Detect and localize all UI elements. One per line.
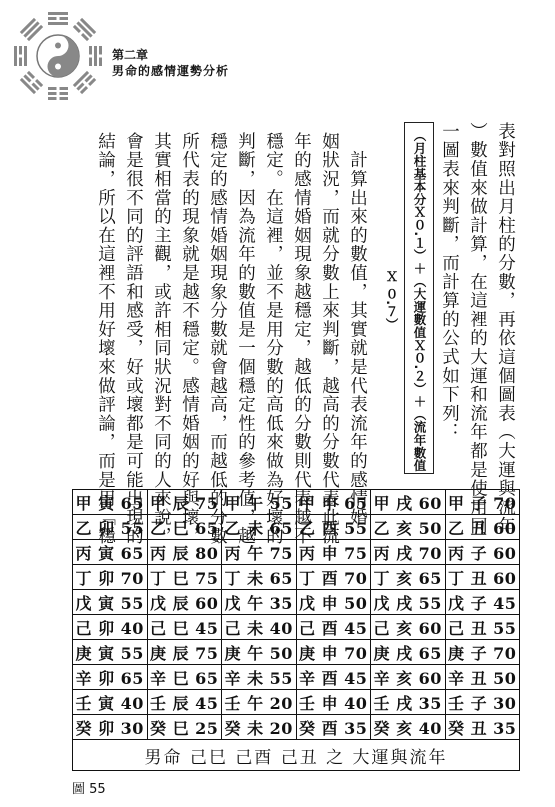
table-cell: 丙 申 75	[296, 540, 371, 565]
text-column: 判斷，因為流年的數值是一個穩定性的參考值，越	[235, 132, 256, 546]
table-cell: 己 巳 45	[147, 615, 222, 640]
text-column: 姻狀況，而就分數上來判斷，越高的分數代表此流	[319, 132, 340, 546]
table-cell: 辛 巳 65	[147, 665, 222, 690]
table-cell: 庚 午 50	[222, 640, 297, 665]
table-cell: 戊 寅 55	[73, 590, 148, 615]
table-cell: 乙 酉 55	[296, 515, 371, 540]
table-cell: 己 丑 55	[445, 615, 520, 640]
table-cell: 丁 丑 60	[445, 565, 520, 590]
table-cell: 己 亥 60	[371, 615, 446, 640]
table-cell: 癸 巳 25	[147, 715, 222, 740]
table-cell: 辛 未 55	[222, 665, 297, 690]
table-cell: 癸 亥 40	[371, 715, 446, 740]
table-cell: 戊 戌 55	[371, 590, 446, 615]
figure-label: 圖 55	[72, 782, 106, 797]
formula-text: （月柱基本分Ｘ０.１）＋（大運數值Ｘ０.２）＋（流年數值 Ｘ ０.７）	[384, 128, 427, 472]
text-column: 會是很不同的評語和感受，好或壞都是可能出現的	[123, 132, 144, 546]
table-cell: 壬 申 40	[296, 690, 371, 715]
table-cell: 乙 未 65	[222, 515, 297, 540]
table-cell: 庚 申 70	[296, 640, 371, 665]
chapter-number: 第二章	[112, 48, 149, 62]
table-cell: 乙 亥 50	[371, 515, 446, 540]
table-cell: 乙 卯 55	[73, 515, 148, 540]
table-cell: 庚 辰 75	[147, 640, 222, 665]
table-caption: 男命 己巳 己酉 己丑 之 大運與流年	[73, 740, 520, 771]
table-cell: 癸 未 20	[222, 715, 297, 740]
table-cell: 壬 寅 40	[73, 690, 148, 715]
table-cell: 戊 辰 60	[147, 590, 222, 615]
table-cell: 丁 巳 75	[147, 565, 222, 590]
luck-table-container	[72, 489, 520, 771]
table-cell: 辛 卯 65	[73, 665, 148, 690]
text-column: 年的感情婚姻現象越穩定，越低的分數則代表越不	[291, 132, 312, 546]
table-row	[73, 690, 520, 715]
table-cell: 壬 子 30	[445, 690, 520, 715]
text-column: ）數值來做計算，在這裡的大運和流年都是使用同	[467, 122, 488, 536]
table-cell: 癸 酉 35	[296, 715, 371, 740]
table-cell: 辛 丑 50	[445, 665, 520, 690]
table-row	[73, 565, 520, 590]
table-cell: 庚 寅 55	[73, 640, 148, 665]
table-cell: 乙 巳 65	[147, 515, 222, 540]
table-cell: 己 卯 40	[73, 615, 148, 640]
table-cell: 甲 子 70	[445, 490, 520, 515]
table-cell: 乙 丑 60	[445, 515, 520, 540]
page-header	[12, 10, 312, 102]
table-cell: 丙 寅 65	[73, 540, 148, 565]
table-cell: 辛 亥 60	[371, 665, 446, 690]
table-cell: 甲 辰 75	[147, 490, 222, 515]
table-row	[73, 665, 520, 690]
table-row	[73, 615, 520, 640]
table-cell: 丁 未 65	[222, 565, 297, 590]
table-cell: 甲 戌 60	[371, 490, 446, 515]
table-row	[73, 515, 520, 540]
table-cell: 庚 子 70	[445, 640, 520, 665]
table-cell: 丁 亥 65	[371, 565, 446, 590]
taiji-icon	[37, 35, 79, 77]
text-column: 其實相當的主觀，或許相同狀況對不同的人來說，	[151, 132, 172, 546]
text-column: 所代表的現象就是越不穩定。感情婚姻的好與壞，	[179, 132, 200, 546]
chapter-title: 男命的感情運勢分析	[112, 64, 230, 78]
luck-table	[72, 489, 520, 771]
text-column: 結論，所以在這裡不用好壞來做評論，而是用「穩	[95, 132, 116, 546]
table-cell: 丁 酉 70	[296, 565, 371, 590]
table-cell: 丙 子 60	[445, 540, 520, 565]
table-caption-row	[73, 740, 520, 771]
table-cell: 丁 卯 70	[73, 565, 148, 590]
table-row	[73, 640, 520, 665]
table-cell: 戊 申 50	[296, 590, 371, 615]
text-column: 穩定的感情婚姻現象分數就會越高，而越低的分數	[207, 132, 228, 546]
table-cell: 己 酉 45	[296, 615, 371, 640]
table-cell: 壬 戌 35	[371, 690, 446, 715]
bagua-taiji-icon	[12, 10, 104, 102]
text-column: 計算出來的數值，其實就是代表流年的感情婚	[347, 132, 368, 527]
table-cell: 庚 戌 65	[371, 640, 446, 665]
text-column: 表對照出月柱的分數，再依這個圖表（大運與流年	[495, 122, 516, 536]
table-cell: 壬 辰 45	[147, 690, 222, 715]
table-cell: 甲 午 55	[222, 490, 297, 515]
text-column: 穩定。在這裡，並不是用分數的高低來做為好壞的	[263, 132, 284, 546]
formula-box	[384, 122, 434, 474]
table-cell: 丙 辰 80	[147, 540, 222, 565]
table-cell: 丙 戌 70	[371, 540, 446, 565]
table-cell: 壬 午 20	[222, 690, 297, 715]
table-cell: 戊 子 45	[445, 590, 520, 615]
table-row	[73, 490, 520, 515]
table-cell: 癸 卯 30	[73, 715, 148, 740]
table-cell: 癸 丑 35	[445, 715, 520, 740]
table-cell: 丙 午 75	[222, 540, 297, 565]
text-column: 一圖表來判斷，而計算的公式如下列：	[439, 122, 460, 442]
table-cell: 己 未 40	[222, 615, 297, 640]
table-row	[73, 540, 520, 565]
table-cell: 戊 午 35	[222, 590, 297, 615]
table-row	[73, 715, 520, 740]
table-cell: 辛 酉 45	[296, 665, 371, 690]
table-cell: 甲 寅 65	[73, 490, 148, 515]
table-cell: 甲 申 65	[296, 490, 371, 515]
table-row	[73, 590, 520, 615]
